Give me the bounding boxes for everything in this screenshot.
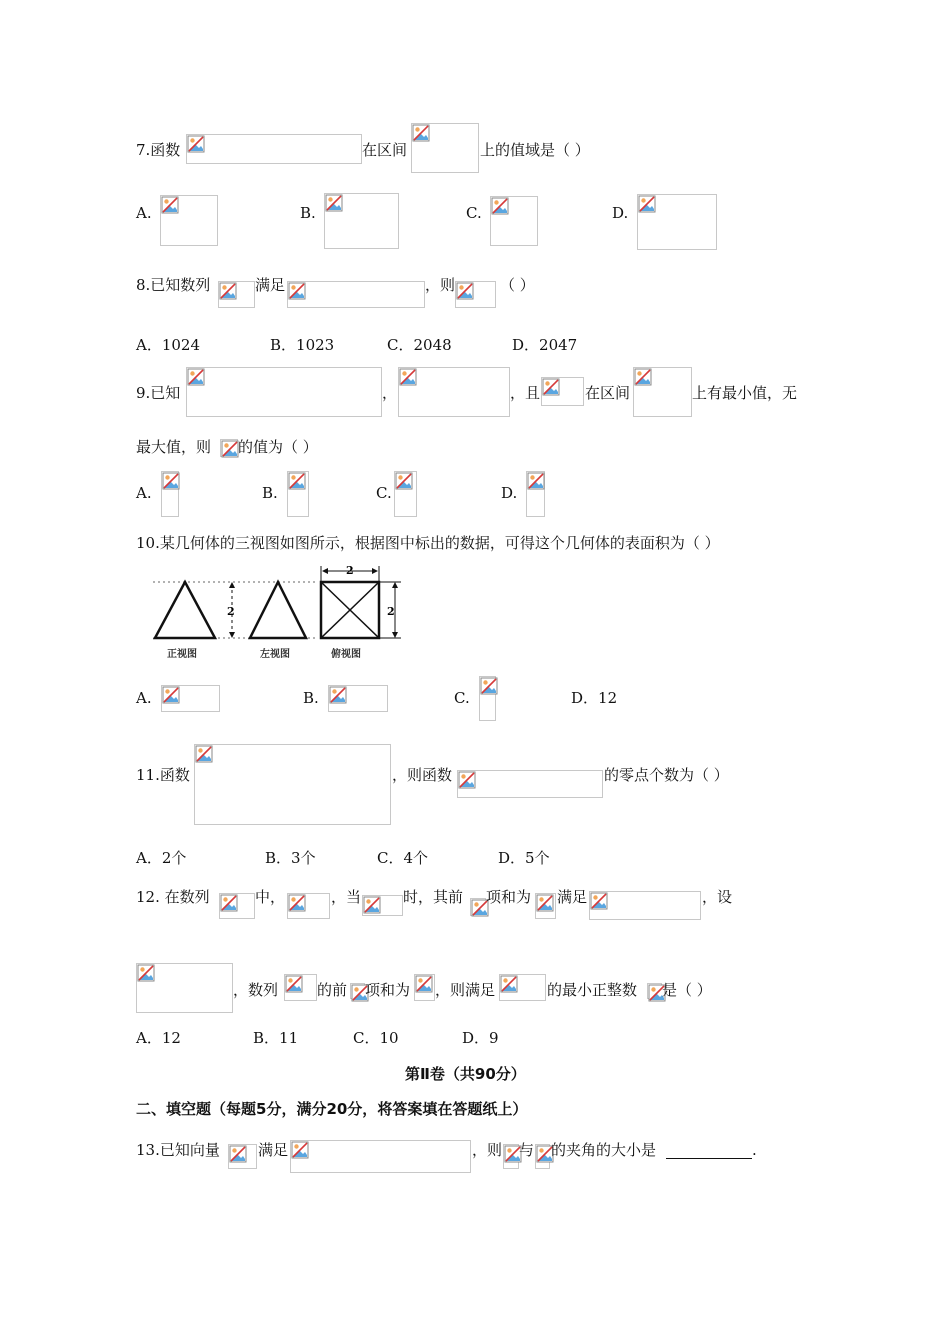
formula-image (457, 770, 603, 798)
formula-image (362, 895, 403, 916)
dim-label-right: 2 (387, 605, 395, 618)
broken-image-icon (638, 195, 656, 213)
formula-image (589, 891, 701, 920)
q12-option-a: A．12 (136, 1029, 181, 1047)
broken-image-icon (162, 686, 180, 704)
broken-image-icon (500, 975, 518, 993)
formula-image (186, 367, 382, 417)
q12-xiang: 项和为 (486, 888, 532, 906)
q8-option-b: B．1023 (270, 336, 335, 354)
q8-option-c: C．2048 (387, 336, 452, 354)
broken-image-icon (288, 282, 306, 300)
formula-image (503, 1144, 519, 1169)
dim-label-top: 2 (346, 564, 354, 577)
q13-mid: 满足 (258, 1141, 289, 1159)
q7-option-d: D. (612, 204, 629, 222)
formula-image (398, 367, 510, 417)
q12-l2-f: 是（ ） (662, 981, 712, 999)
q9-option-d: D. (501, 484, 518, 502)
q8-paren: （ ） (500, 276, 535, 294)
formula-image (526, 471, 545, 517)
formula-image (284, 974, 317, 1001)
q9-suffix: 上有最小值，无 (692, 384, 798, 402)
label-front-view: 正视图 (167, 649, 197, 660)
q12-prefix: 12. 在数列 (136, 888, 210, 906)
formula-image (287, 281, 425, 308)
formula-image (350, 983, 365, 999)
q10-text: 10.某几何体的三视图如图所示，根据图中标出的数据，可得这个几何体的表面积为（ ） (136, 534, 720, 552)
q9-option-b: B. (262, 484, 278, 502)
q7-option-b: B. (300, 204, 316, 222)
q8-option-d: D．2047 (512, 336, 578, 354)
broken-image-icon (291, 1141, 309, 1159)
formula-image (411, 123, 479, 173)
formula-image (637, 194, 717, 250)
broken-image-icon (458, 771, 476, 789)
formula-image (161, 471, 179, 517)
broken-image-icon (325, 194, 343, 212)
q9-mid: 在区间 (585, 384, 631, 402)
broken-image-icon (456, 282, 474, 300)
q7-mid: 在区间 (362, 141, 408, 159)
front-view-triangle (155, 582, 215, 638)
answer-blank (666, 1157, 752, 1159)
broken-image-icon (634, 368, 652, 386)
broken-image-icon (187, 135, 205, 153)
broken-image-icon (536, 894, 554, 912)
q8-mid: 满足 (255, 276, 286, 294)
q7-option-c: C. (466, 204, 482, 222)
q12-l2-c: 项和为 (365, 981, 411, 999)
formula-image (186, 134, 362, 164)
broken-image-icon (329, 686, 347, 704)
q13-then: ，则 (472, 1141, 503, 1159)
q11-option-c: C．4个 (377, 849, 429, 867)
broken-image-icon (229, 1145, 247, 1163)
q11-suffix: 的零点个数为（ ） (604, 766, 729, 784)
q13-end: . (752, 1141, 757, 1159)
q12-l2-e: 的最小正整数 (547, 981, 638, 999)
broken-image-icon (395, 472, 413, 490)
broken-image-icon (221, 440, 239, 458)
label-top-view: 俯视图 (331, 649, 361, 660)
formula-image (499, 974, 546, 1001)
formula-image (394, 471, 417, 517)
q11-option-d: D．5个 (498, 849, 550, 867)
broken-image-icon (219, 282, 237, 300)
formula-image (490, 196, 538, 246)
dim-label-front: 2 (227, 605, 235, 618)
q12-option-b: B．11 (253, 1029, 299, 1047)
formula-image (160, 195, 218, 246)
broken-image-icon (220, 894, 238, 912)
formula-image (647, 983, 662, 999)
broken-image-icon (542, 378, 560, 396)
formula-image (228, 1144, 257, 1169)
q12-option-d: D．9 (462, 1029, 499, 1047)
side-view-triangle (250, 582, 306, 638)
q13-prefix: 13.已知向量 (136, 1141, 220, 1159)
formula-image (136, 963, 233, 1013)
q11-option-b: B．3个 (265, 849, 316, 867)
broken-image-icon (590, 892, 608, 910)
q13-yu: 与 (519, 1141, 535, 1159)
q12-she: ，设 (702, 888, 733, 906)
broken-image-icon (527, 472, 545, 490)
q9-prefix: 9.已知 (136, 384, 181, 402)
q11-prefix: 11.函数 (136, 766, 190, 784)
q10-option-c: C. (454, 689, 470, 707)
q12-zhong: 中， (255, 888, 286, 906)
q9-line2-prefix: 最大值，则 (136, 438, 212, 456)
broken-image-icon (137, 964, 155, 982)
broken-image-icon (415, 975, 433, 993)
formula-image (219, 893, 255, 919)
label-side-view: 左视图 (260, 649, 290, 660)
q7-prefix: 7.函数 (136, 141, 181, 159)
formula-image (218, 281, 255, 308)
q9-option-a: A. (136, 484, 152, 502)
section-title: 第Ⅱ卷（共90分） (405, 1065, 526, 1083)
broken-image-icon (195, 745, 213, 763)
formula-image (535, 1144, 550, 1169)
broken-image-icon (285, 975, 303, 993)
broken-image-icon (363, 896, 381, 914)
broken-image-icon (288, 894, 306, 912)
formula-image (455, 281, 496, 308)
q12-dang: ，当 (331, 888, 362, 906)
broken-image-icon (480, 677, 498, 695)
three-view-figure (145, 562, 435, 664)
section-heading: 二、填空题（每题5分，满分20分，将答案填在答题纸上） (136, 1100, 528, 1118)
formula-image (287, 471, 309, 517)
q12-shi: 时，其前 (403, 888, 464, 906)
broken-image-icon (288, 472, 306, 490)
q9-and: ，且 (510, 384, 541, 402)
q10-option-a: A. (136, 689, 152, 707)
formula-image (324, 193, 399, 249)
q12-manzu: 满足 (557, 888, 588, 906)
formula-image (470, 898, 486, 916)
q8-option-a: A．1024 (136, 336, 201, 354)
formula-image (633, 367, 692, 417)
formula-image (194, 744, 391, 825)
broken-image-icon (399, 368, 417, 386)
broken-image-icon (491, 197, 509, 215)
q13-suffix: 的夹角的大小是 (551, 1141, 657, 1159)
q8-prefix: 8.已知数列 (136, 276, 211, 294)
q8-then: ，则 (425, 276, 456, 294)
q10-option-b: B. (303, 689, 319, 707)
broken-image-icon (161, 196, 179, 214)
formula-image (479, 676, 496, 721)
formula-image (414, 974, 435, 1001)
q7-option-a: A. (136, 204, 152, 222)
q12-l2-b: 的前 (317, 981, 348, 999)
q10-option-d: D．12 (571, 689, 618, 707)
formula-image (287, 893, 330, 919)
q9-line2-suffix: 的值为（ ） (238, 438, 318, 456)
q7-suffix: 上的值域是（ ） (480, 141, 590, 159)
formula-image (328, 685, 388, 712)
formula-image (541, 377, 584, 406)
q11-mid: ，则函数 (392, 766, 453, 784)
q12-l2-d: ，则满足 (435, 981, 496, 999)
broken-image-icon (187, 368, 205, 386)
q9-option-c: C. (376, 484, 392, 502)
broken-image-icon (162, 472, 180, 490)
formula-image (220, 439, 238, 457)
q12-l2-a: ，数列 (233, 981, 279, 999)
formula-image (161, 685, 220, 712)
q9-comma: ， (382, 384, 398, 402)
q11-option-a: A．2个 (136, 849, 187, 867)
formula-image (290, 1140, 471, 1173)
formula-image (535, 893, 556, 919)
q12-option-c: C．10 (353, 1029, 399, 1047)
broken-image-icon (412, 124, 430, 142)
